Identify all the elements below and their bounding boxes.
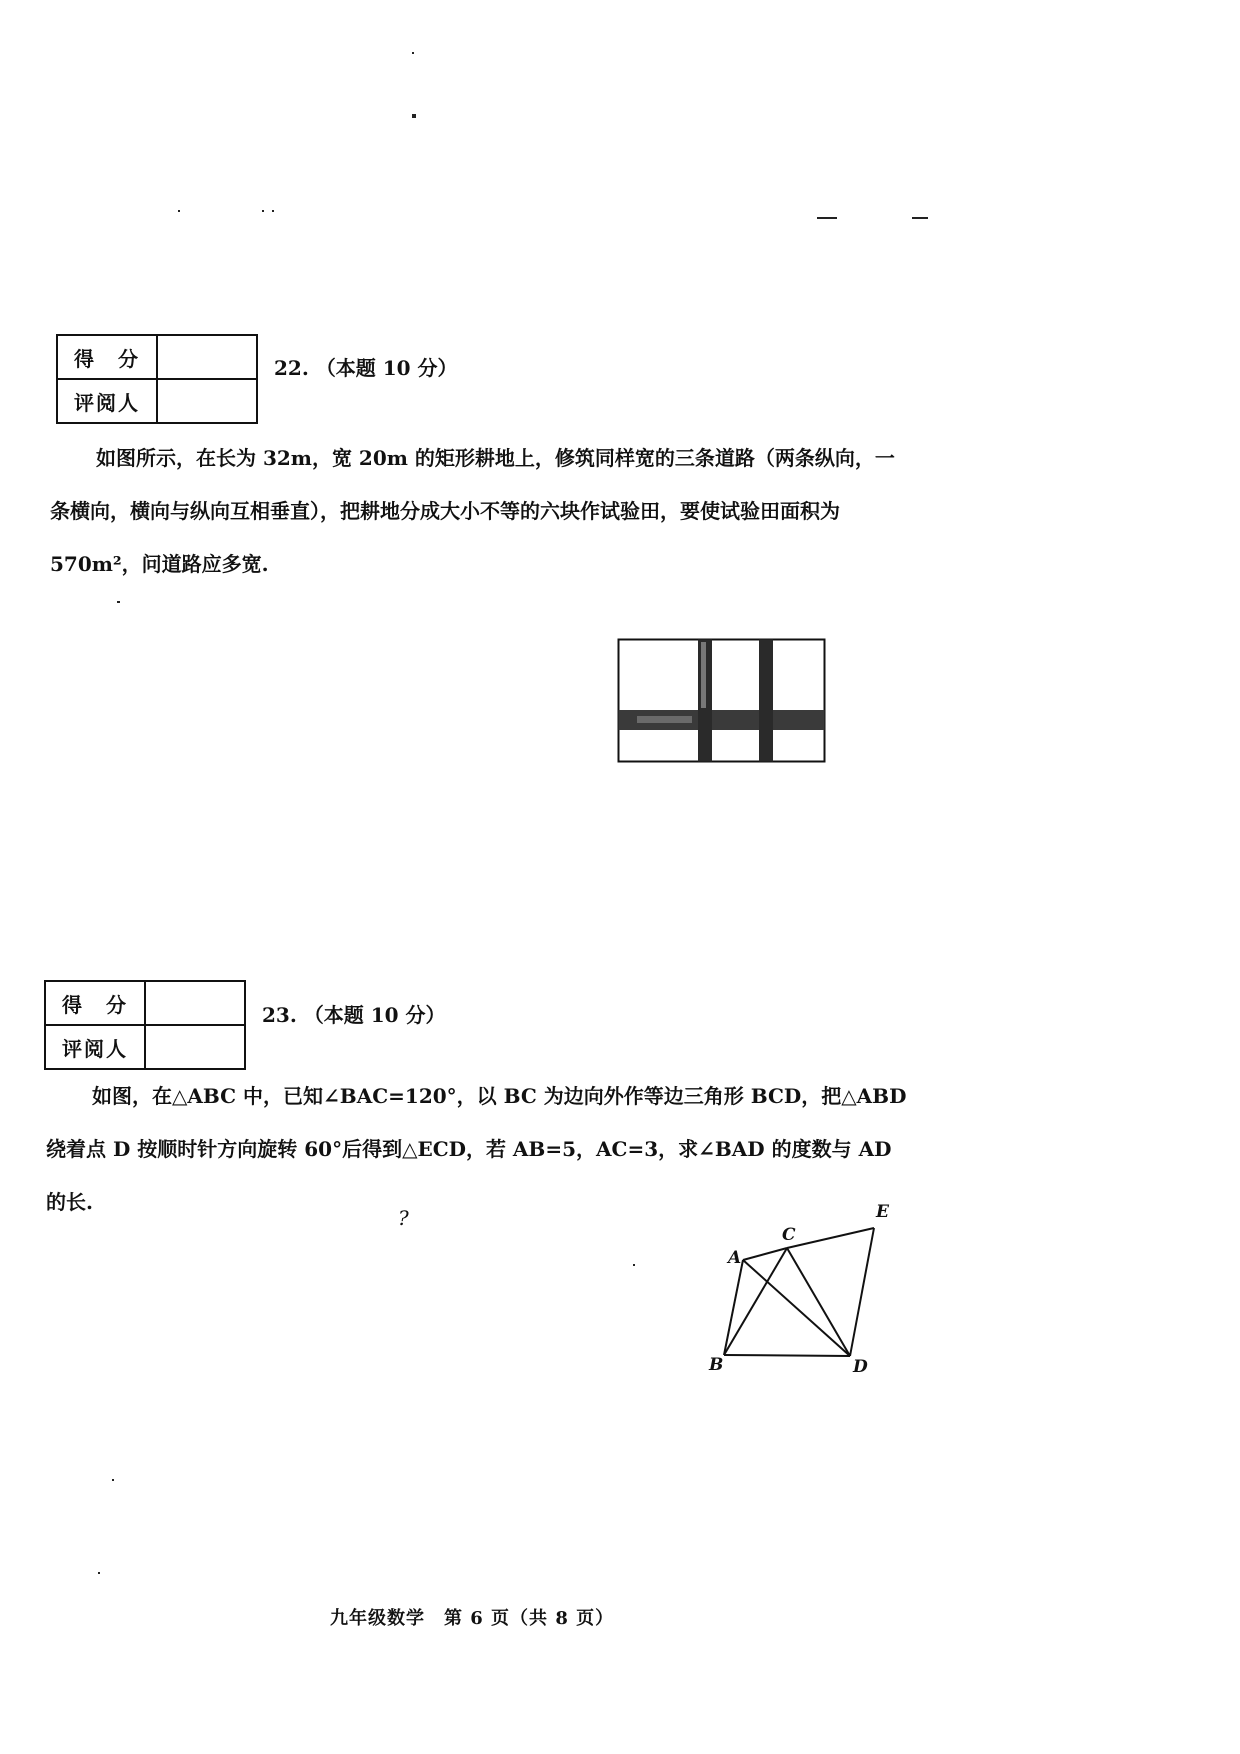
field-roads-diagram: [617, 638, 829, 766]
road-shading: [637, 716, 692, 723]
score-blank[interactable]: [157, 335, 257, 379]
scan-speck: [117, 601, 120, 603]
score-label: 得 分: [57, 335, 157, 379]
scan-speck: [262, 210, 264, 212]
stray-mark: ?: [398, 1206, 409, 1230]
point-label-E: E: [876, 1202, 889, 1222]
segment-BD: [724, 1355, 850, 1356]
segment-ED: [850, 1228, 874, 1356]
score-blank[interactable]: [145, 981, 245, 1025]
point-label-B: B: [709, 1355, 724, 1375]
scan-speck: [178, 210, 180, 212]
scan-speck: [412, 52, 414, 54]
segment-CE: [787, 1228, 874, 1248]
question-22-heading: 22. （本题 10 分）: [274, 356, 458, 380]
point-label-A: A: [728, 1248, 742, 1268]
field-rectangle: [619, 640, 825, 762]
reviewer-blank[interactable]: [157, 379, 257, 423]
reviewer-blank[interactable]: [145, 1025, 245, 1069]
reviewer-label: 评阅人: [45, 1025, 145, 1069]
question-22-paragraph: 如图所示，在长为 32m，宽 20m 的矩形耕地上，修筑同样宽的三条道路（两条纵向，一条横向，横向与纵向互相垂直），把耕地分成大小不等的六块作试验田，要使试验田面积为 570m²，问道路应多宽.: [50, 446, 895, 576]
question-23-paragraph: 如图，在△ABC 中，已知∠BAC=120°，以 BC 为边向外作等边三角形 BCD，把△ABD 绕着点 D 按顺时针方向旋转 60°后得到△ECD，若 AB=5，AC=3，求∠BAD 的度数与 AD 的长.: [46, 1084, 907, 1214]
question-22-text: [50, 432, 912, 591]
point-label-C: C: [782, 1225, 796, 1245]
reviewer-label: 评阅人: [57, 379, 157, 423]
page-footer: 九年级数学 第 6 页（共 8 页）: [330, 1608, 615, 1629]
segment-CD: [787, 1248, 850, 1356]
point-label-D: D: [853, 1357, 868, 1377]
scan-dash: [817, 217, 837, 219]
question-23-heading: 23. （本题 10 分）: [262, 1003, 446, 1027]
score-table-q22: [56, 334, 258, 424]
scan-speck: [112, 1479, 114, 1481]
scan-speck: [98, 1572, 100, 1574]
score-table-q23: [44, 980, 246, 1070]
scan-speck: [633, 1264, 635, 1266]
scan-speck: [272, 210, 274, 212]
segment-AD: [743, 1260, 850, 1356]
scan-speck: [412, 114, 416, 118]
score-label: 得 分: [45, 981, 145, 1025]
road-shading: [701, 642, 706, 708]
vertical-road-right: [759, 640, 773, 762]
scan-dash: [912, 217, 928, 219]
triangle-rotation-diagram: [700, 1195, 900, 1380]
